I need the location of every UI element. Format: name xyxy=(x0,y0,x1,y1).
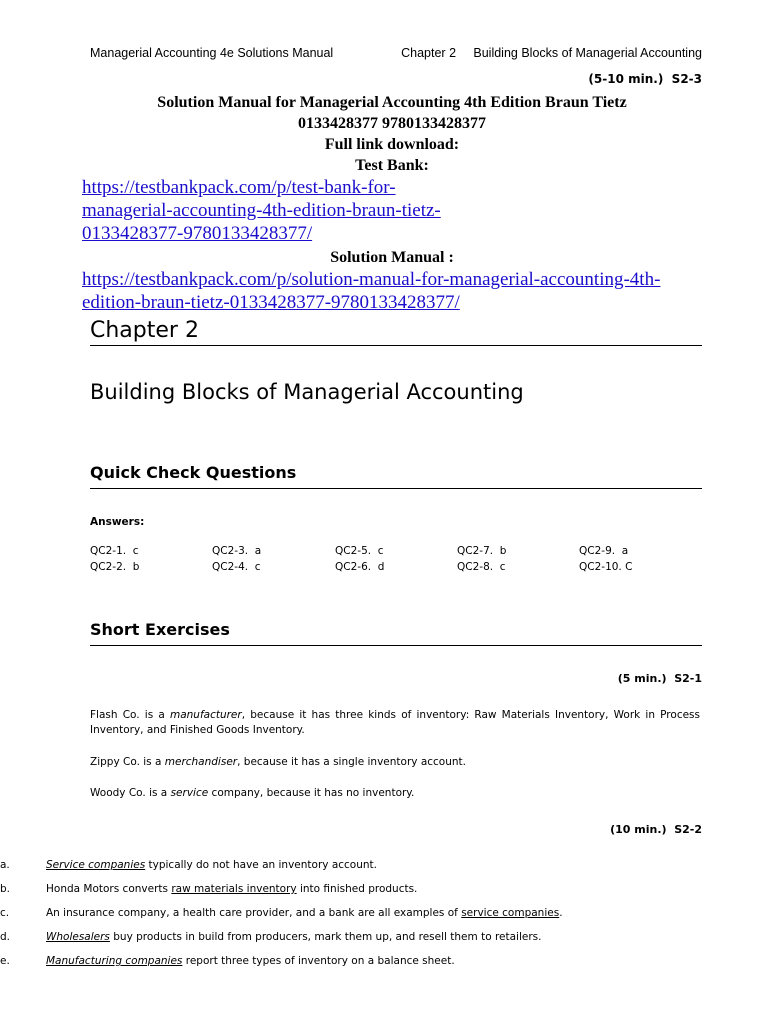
flash-term: manufacturer xyxy=(169,709,242,721)
list-item xyxy=(0,883,620,899)
test-bank-link[interactable]: https:/​/​testbankpack.com/​p/​test-​bank-​for-​managerial-​accounting-​4th-​edition-​braun-​tietz-​0133428377-​9780133428377/​ xyxy=(82,177,441,244)
list-item-text xyxy=(46,859,377,871)
running-header xyxy=(90,46,702,62)
solution-manual-link[interactable]: https:/​/​testbankpack.com/​p/​solution-​manual-​for-​managerial-​accounting-​4th-​edition-​braun-​tietz-​0133428377-​9780133428377/​ xyxy=(82,269,661,313)
list-item-letter: d. xyxy=(0,931,11,943)
list-item-term: service companies xyxy=(461,907,560,919)
list-item-term: Wholesalers xyxy=(46,931,110,943)
chapter-title: Building Blocks of Managerial Accounting xyxy=(90,380,524,404)
list-item-term: Manufacturing companies xyxy=(46,955,183,967)
answers-grid xyxy=(90,545,710,577)
list-item-text xyxy=(46,883,417,895)
list-item-letter: b. xyxy=(0,883,11,895)
answer-cell: QC2-4. c xyxy=(212,561,261,573)
zippy-co-paragraph xyxy=(90,755,700,770)
list-item-letter: c. xyxy=(0,907,10,919)
promo-title-line-1: Solution Manual for Managerial Accounting 4th Edition Braun Tietz xyxy=(157,94,627,111)
promo-title-line-2: 0133428377 9780133428377 xyxy=(298,115,486,132)
zippy-text-post: , because it has a single inventory account. xyxy=(237,756,466,768)
answer-cell: QC2-6. d xyxy=(335,561,385,573)
exercise-reference-s2-2: (10 min.) S2-2 xyxy=(610,823,702,836)
list-item-post: report three types of inventory on a balance sheet. xyxy=(182,955,455,967)
chapter-heading: Chapter 2 xyxy=(90,318,702,346)
list-item xyxy=(0,859,620,875)
list-item-text xyxy=(46,931,541,943)
promo-full-link-label: Full link download: xyxy=(324,136,460,153)
answer-cell: QC2-10. C xyxy=(579,561,633,573)
answers-label: Answers: xyxy=(90,516,145,528)
flash-co-paragraph xyxy=(90,708,700,738)
flash-text-post: , because it has three kinds of inventory: Raw Materials Inventory, Work in Process Inventory, and Finished Goods Inventory. xyxy=(90,709,700,736)
list-item xyxy=(0,931,620,947)
answers-row xyxy=(90,561,710,577)
woody-text-post: company, because it has no inventory. xyxy=(208,787,415,799)
short-exercises-heading: Short Exercises xyxy=(90,620,702,646)
answer-cell: QC2-9. a xyxy=(579,545,629,557)
list-item-letter: a. xyxy=(0,859,10,871)
header-chapter-title: Chapter 2 Building Blocks of Managerial Accounting xyxy=(401,46,702,60)
list-item-post: buy products in build from producers, mark them up, and resell them to retailers. xyxy=(109,931,542,943)
promo-solution-manual-label: Solution Manual : xyxy=(330,249,454,266)
list-item-pre: Honda Motors converts xyxy=(46,883,172,895)
exercise-reference-s2-3: (5-10 min.) S2-3 xyxy=(588,72,702,86)
zippy-term: merchandiser xyxy=(164,756,238,768)
answer-cell: QC2-8. c xyxy=(457,561,506,573)
woody-co-paragraph xyxy=(90,786,700,801)
list-item-text xyxy=(46,955,455,967)
list-item-term: Service companies xyxy=(46,859,146,871)
answer-cell: QC2-3. a xyxy=(212,545,262,557)
promo-test-bank-label: Test Bank: xyxy=(355,157,429,174)
answers-row xyxy=(90,545,710,561)
answer-cell: QC2-2. b xyxy=(90,561,140,573)
quick-check-heading: Quick Check Questions xyxy=(90,463,702,489)
zippy-text-pre: Zippy Co. is a xyxy=(90,756,165,768)
answer-cell: QC2-7. b xyxy=(457,545,507,557)
list-item-text xyxy=(46,907,563,919)
flash-text-pre: Flash Co. is a xyxy=(90,709,170,721)
list-item-post: . xyxy=(559,907,563,919)
answer-cell: QC2-1. c xyxy=(90,545,139,557)
list-item xyxy=(0,907,620,923)
download-promo-block xyxy=(82,92,702,314)
list-item-post: typically do not have an inventory account. xyxy=(145,859,377,871)
exercise-reference-s2-1: (5 min.) S2-1 xyxy=(617,672,702,685)
answer-cell: QC2-5. c xyxy=(335,545,384,557)
header-book-title: Managerial Accounting 4e Solutions Manual xyxy=(90,46,334,60)
list-item-pre: An insurance company, a health care provider, and a bank are all examples of xyxy=(46,907,462,919)
list-item-post: into finished products. xyxy=(296,883,418,895)
list-item-term: raw materials inventory xyxy=(171,883,297,895)
list-item-letter: e. xyxy=(0,955,10,967)
woody-text-pre: Woody Co. is a xyxy=(90,787,171,799)
list-item xyxy=(0,955,620,971)
woody-term: service xyxy=(170,787,209,799)
